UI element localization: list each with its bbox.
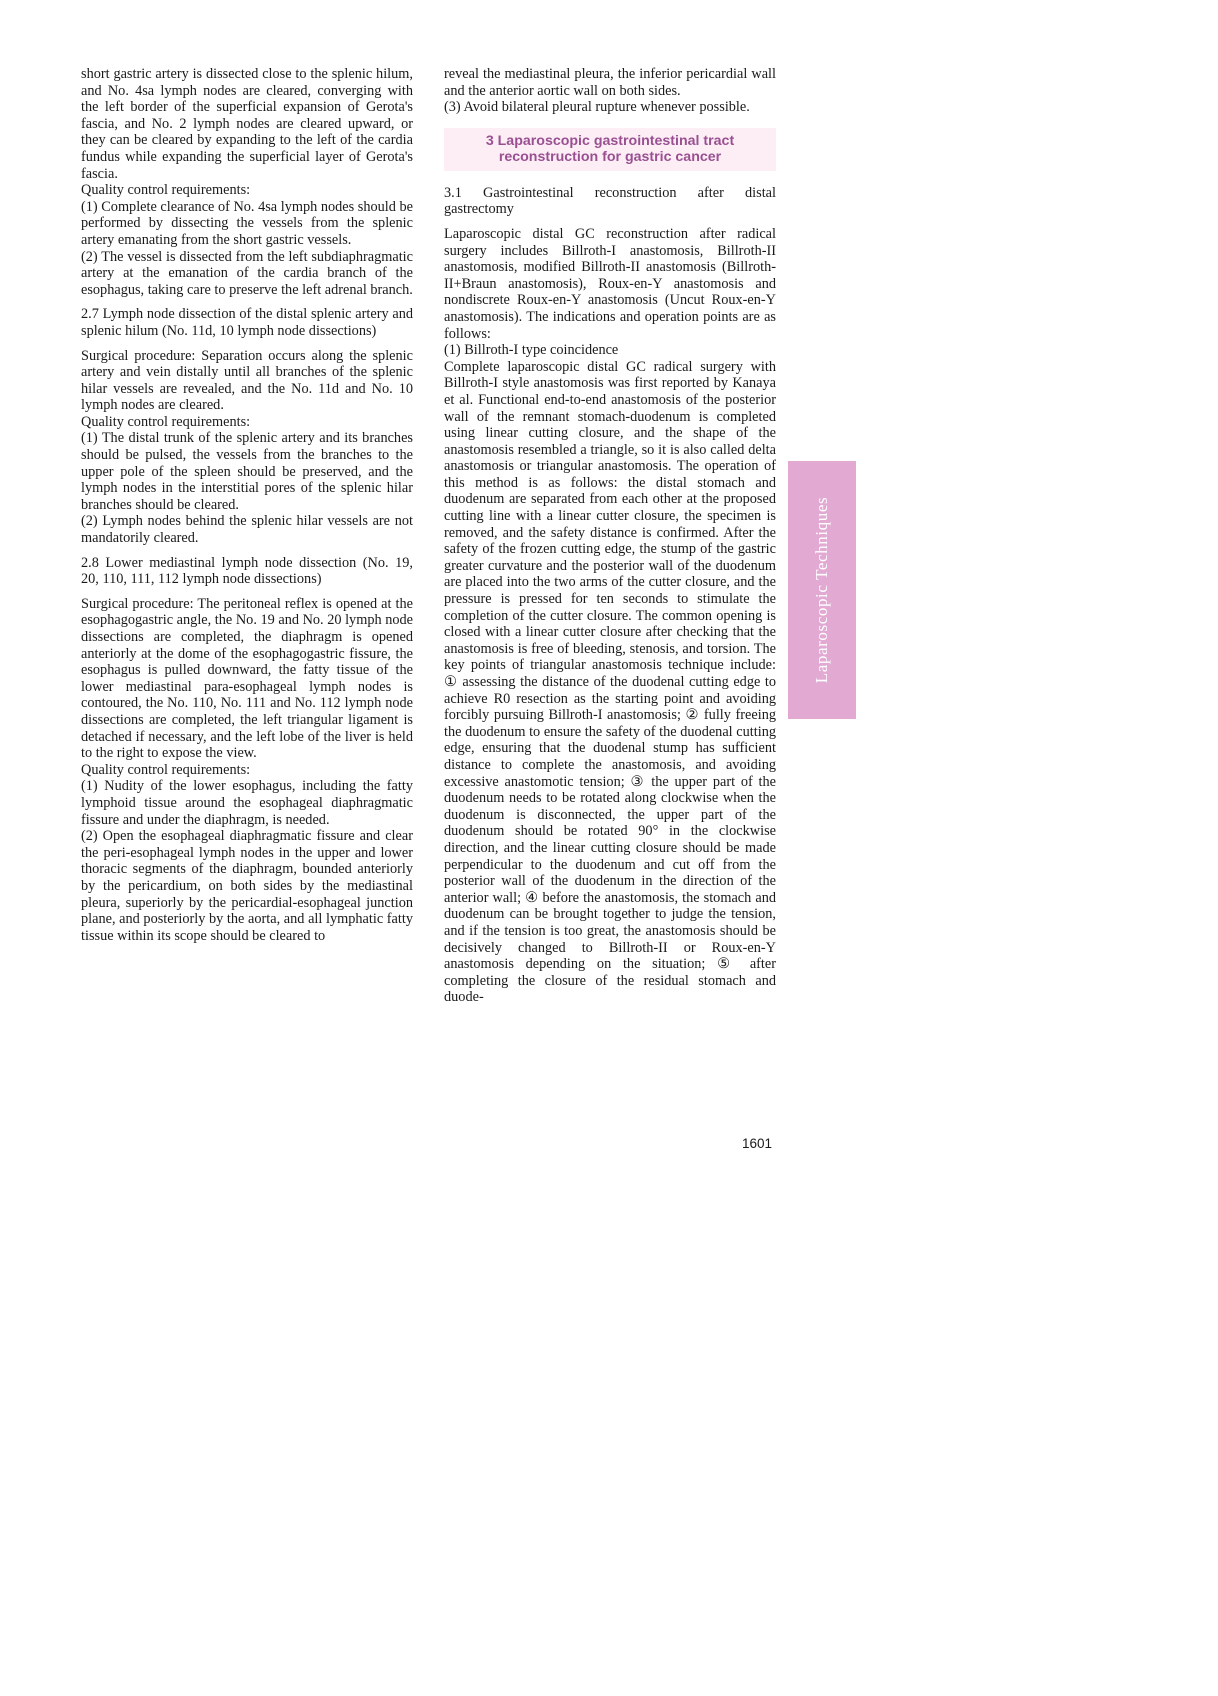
paragraph: (3) Avoid bilateral pleural rupture whenever possible. (444, 99, 750, 116)
paragraph: Surgical procedure: Separation occurs along the splenic artery and vein distally until all branches of the splenic hilar vessels are revealed, and the No. 11d and No. 10 lymph nodes are cleared. (81, 347, 413, 414)
paragraph: Quality control requirements: (81, 761, 251, 778)
subsection-heading-3-1: 3.1 Gastrointestinal reconstruction after distal gastrectomy (444, 184, 776, 218)
paragraph: (2) Lymph nodes behind the splenic hilar vessels are not mandatorily cleared. (81, 513, 413, 547)
paragraph: Quality control requirements: (81, 413, 251, 430)
paragraph: (1) Billroth-I type coincidence (444, 342, 619, 359)
paragraph: (1) The distal trunk of the splenic artery and its branches should be pulsed, the vessels from the branches to the upper pole of the spleen should be preserved, and the lymph nodes in the interstitial pores of the splenic hilar branches should be cleared. (81, 430, 413, 513)
paragraph: Quality control requirements: (81, 182, 251, 199)
left-column (81, 66, 413, 944)
paragraph: Laparoscopic distal GC reconstruction after radical surgery includes Billroth-I anastomosis, Billroth-II anastomosis, modified Billroth-II anastomosis (Billroth-II+Braun anastomosis), Roux-en-Y anastomosis and nondiscrete Roux-en-Y anastomosis (Uncut Roux-en-Y anastomosis). The indications and operation points are as follows: (444, 225, 776, 342)
paragraph: (2) Open the esophageal diaphragmatic fissure and clear the peri-esophageal lymph nodes in the upper and lower thoracic segments of the diaphragm, bounded anteriorly by the pericardium, on both sides by the mediastinal pleura, superiorly by the pericardial-esophageal junction plane, and posteriorly by the aorta, and all lymphatic fatty tissue within its scope should be cleared to (81, 828, 413, 944)
paragraph: reveal the mediastinal pleura, the inferior pericardial wall and the anterior aortic wall on both sides. (444, 66, 776, 99)
section-heading-line-1: 3 Laparoscopic gastrointestinal tract (485, 132, 735, 149)
paragraph: Surgical procedure: The peritoneal reflex is opened at the esophagogastric angle, the No. 19 and No. 20 lymph node dissections are completed, the diaphragm is opened anteriorly at the dome of the esophagogastric fissure, the esophagus is pulled downward, the fatty tissue of the lower mediastinal para-esophageal lymph nodes is contoured, the No. 110, No. 111 and No. 112 lymph node dissections are completed, the left triangular ligament is detached if necessary, and the left lobe of the liver is held to the right to expose the view. (81, 595, 413, 762)
paragraph: (1) Complete clearance of No. 4sa lymph nodes should be performed by dissecting the vessels from the splenic artery emanating from the short gastric vessels. (81, 198, 413, 248)
paragraph: Complete laparoscopic distal GC radical surgery with Billroth-I style anastomosis was first reported by Kanaya et al. Functional end-to-end anastomosis of the posterior wall of the remnant stomach-duodenum is completed using linear cutting closure, and the shape of the anastomosis resembled a triangle, so it is also called delta anastomosis or triangular anastomosis. The operation of this method is as follows: the distal stomach and duodenum are separated from each other at the proposed cutting line with a linear cutter closure, the specimen is removed, and the safety distance is confirmed. After the safety of the frozen cutting edge, the stump of the gastric greater curvature and the posterior wall of the duodenum are placed into the two arms of the cutter closure, and the pressure is pressed for ten seconds to stimulate the completion of the cutter closure. The common opening is closed with a linear cutter closure after checking that the anastomosis is free of bleeding, stenosis, and torsion. The key points of triangular anastomosis technique include: ① assessing the distance of the duodenal cutting edge to achieve R0 resection as the starting point and avoiding forcibly pursuing Billroth-I anastomosis; ② fully freeing the duodenum to ensure the safety of the duodenal cutting edge, ensuring that the duodenal stump has sufficient distance to complete the anastomosis, and avoiding excessive anastomotic tension; ③ the upper part of the duodenum needs to be rotated along clockwise when the duodenum is disconnected, the upper part of the duodenum should be rotated 90° in the clockwise direction, and the linear cutting closure should be made perpendicular to the duodenum and cut off from the posterior wall of the duodenum in the direction of the anterior wall; ④ before the anastomosis, the stomach and duodenum can be brought together to judge the tension, and if the tension is too great, the anastomosis should be decisively changed to Billroth-II or Roux-en-Y anastomosis depending on the situation; ⑤ after completing the closure of the residual stomach and duode- (444, 358, 776, 1006)
subsection-heading-2-8: 2.8 Lower mediastinal lymph node dissection (No. 19, 20, 110, 111, 112 lymph node dissections) (81, 554, 413, 588)
subsection-heading-2-7: 2.7 Lymph node dissection of the distal splenic artery and splenic hilum (No. 11d, 10 lymph node dissections) (81, 306, 413, 339)
paragraph: short gastric artery is dissected close to the splenic hilum, and No. 4sa lymph nodes are cleared, converging with the left border of the superficial expansion of Gerota's fascia, and No. 2 lymph nodes are cleared upward, or they can be cleared by expanding to the left of the cardia fundus while expanding the superficial layer of Gerota's fascia. (81, 66, 413, 182)
page-number: 1601 (742, 1136, 773, 1151)
section-heading-3 (444, 128, 776, 171)
paragraph: (2) The vessel is dissected from the left subdiaphragmatic artery at the emanation of the cardia branch of the esophagus, taking care to preserve the left adrenal branch. (81, 248, 413, 298)
side-tab-label: Laparoscopic Techniques (812, 496, 832, 684)
right-column (444, 66, 776, 1006)
side-tab (788, 461, 856, 719)
paragraph: (1) Nudity of the lower esophagus, including the fatty lymphoid tissue around the esophageal diaphragmatic fissure and under the diaphragm, is needed. (81, 778, 413, 828)
section-heading-line-2: reconstruction for gastric cancer (498, 148, 722, 165)
